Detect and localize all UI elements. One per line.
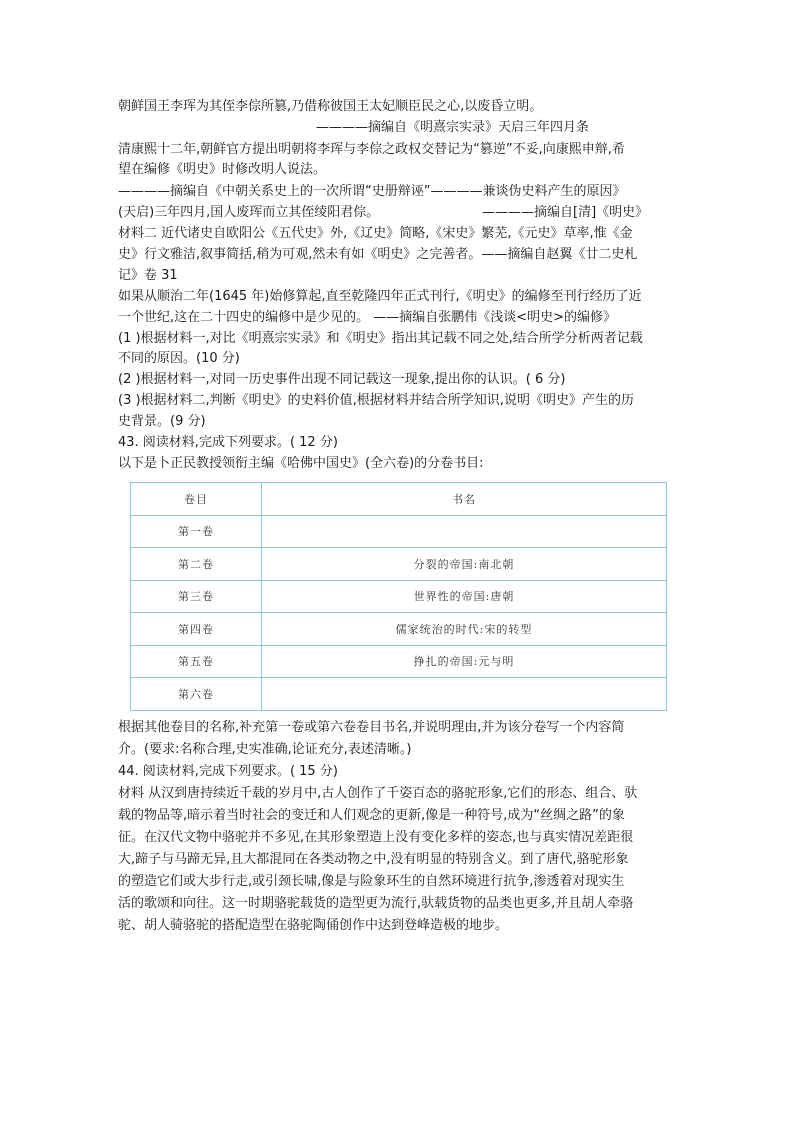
title-cell: 挣扎的帝国:元与明 [262, 645, 667, 678]
material-text: 的塑造它们或大步行走,或引颈长啸,像是与险象环生的自然环境进行抗争,渗透着对现实生 [118, 874, 625, 889]
question-2: (2 )根据材料一,对同一历史事件出现不同记载这一现象,提出你的认识。( 6 分) [118, 372, 566, 387]
source-citation: ————摘编自[清]《明史》 [482, 205, 649, 220]
text-line: (天启)三年四月,国人废珲而立其侄绫阳君倧。 [118, 205, 380, 220]
table-row [131, 548, 667, 581]
material-two-heading: 材料二 近代诸史自欧阳公《五代史》外,《辽史》简略,《宋史》繁芜,《元史》草率,惟《金 [118, 226, 633, 241]
table-header-row [131, 483, 667, 516]
volume-table [130, 482, 667, 711]
text-line: 记》卷 31 [118, 268, 178, 283]
volume-cell: 第五卷 [131, 645, 262, 678]
material-text: 驼、胡人骑骆驼的搭配造型在骆驼陶俑创作中达到登峰造极的地步。 [118, 918, 509, 933]
text-line: 一个世纪,这在二十四史的编修中是少见的。 ——摘编自张鹏伟《浅谈<明史>的编修》 [118, 310, 617, 325]
title-cell: 世界性的帝国:唐朝 [262, 580, 667, 613]
question-43-heading: 43. 阅读材料,完成下列要求。( 12 分) [118, 435, 338, 450]
volume-cell: 第三卷 [131, 580, 262, 613]
volume-cell: 第四卷 [131, 613, 262, 646]
volume-cell: 第六卷 [131, 678, 262, 711]
question-1-cont: 不同的原因。(10 分) [118, 351, 240, 366]
material-text: 活的歌颂和向往。这一时期骆驼载货的造型更为流行,驮载货物的品类也更多,并且胡人牵骆 [118, 896, 634, 911]
question-1: (1 )根据材料一,对比《明熹宗实录》和《明史》指出其记载不同之处,结合所学分析两者记载 [118, 331, 643, 346]
material-text: 材料 从汉到唐持续近千载的岁月中,古人创作了千姿百态的骆驼形象,它们的形态、组合、驮 [118, 786, 638, 801]
material-text: 征。在汉代文物中骆驼并不多见,在其形象塑造上没有变化多样的姿态,也与真实情况差距很 [118, 830, 634, 845]
text-line: 朝鲜国王李珲为其侄李倧所篡,乃借称彼国王太妃顺臣民之心,以废昏立明。 [118, 99, 543, 114]
question-3: (3 )根据材料二,判断《明史》的史料价值,根据材料并结合所学知识,说明《明史》产生的历 [118, 393, 634, 408]
volume-cell: 第二卷 [131, 548, 262, 581]
source-citation: ————摘编自《中朝关系史上的一次所谓“史册辩诬”————兼谈伪史料产生的原因》 [118, 184, 626, 199]
table-row [131, 645, 667, 678]
text-line: 以下是卜正民教授领衔主编《哈佛中国史》(全六卷)的分卷书目: [118, 456, 484, 471]
table-header-cell: 书名 [262, 483, 667, 516]
title-cell: 儒家统治的时代:宋的转型 [262, 613, 667, 646]
question-43-prompt: 根据其他卷目的名称,补充第一卷或第六卷卷目书名,并说明理由,并为该分卷写一个内容简 [118, 720, 625, 735]
material-text: 大,蹄子与马蹄无异,且大都混同在各类动物之中,没有明显的特别含义。到了唐代,骆驼形象 [118, 852, 629, 867]
question-44-heading: 44. 阅读材料,完成下列要求。( 15 分) [118, 764, 338, 779]
question-3-cont: 史背景。(9 分) [118, 414, 206, 429]
question-43-prompt-cont: 介。(要求:名称合理,史实准确,论证充分,表述清晰。) [118, 742, 412, 757]
table-row [131, 580, 667, 613]
table-row [131, 613, 667, 646]
table-header-cell: 卷目 [131, 483, 262, 516]
title-cell [262, 515, 667, 548]
text-line: 如果从顺治二年(1645 年)始修算起,直至乾隆四年正式刊行,《明史》的编修至刊行经历了近 [118, 289, 642, 304]
volume-cell: 第一卷 [131, 515, 262, 548]
title-cell: 分裂的帝国:南北朝 [262, 548, 667, 581]
text-line: 望在编修《明史》时修改明人说法。 [118, 162, 327, 177]
title-cell [262, 678, 667, 711]
source-citation: ————摘编自《明熹宗实录》天启三年四月条 [316, 120, 590, 135]
text-line: 史》行文雅洁,叙事简括,稍为可观,然未有如《明史》之完善者。——摘编自赵翼《廿二史札 [118, 247, 638, 262]
table-row [131, 515, 667, 548]
table-row [131, 678, 667, 711]
text-line: 清康熙十二年,朝鲜官方提出明朝将李珲与李倧之政权交替记为“篡逆”不妥,向康熙申辩,希 [118, 142, 625, 157]
material-text: 载的物品等,暗示着当时社会的变迁和人们观念的更新,像是一种符号,成为“丝绸之路”的象 [118, 808, 625, 823]
